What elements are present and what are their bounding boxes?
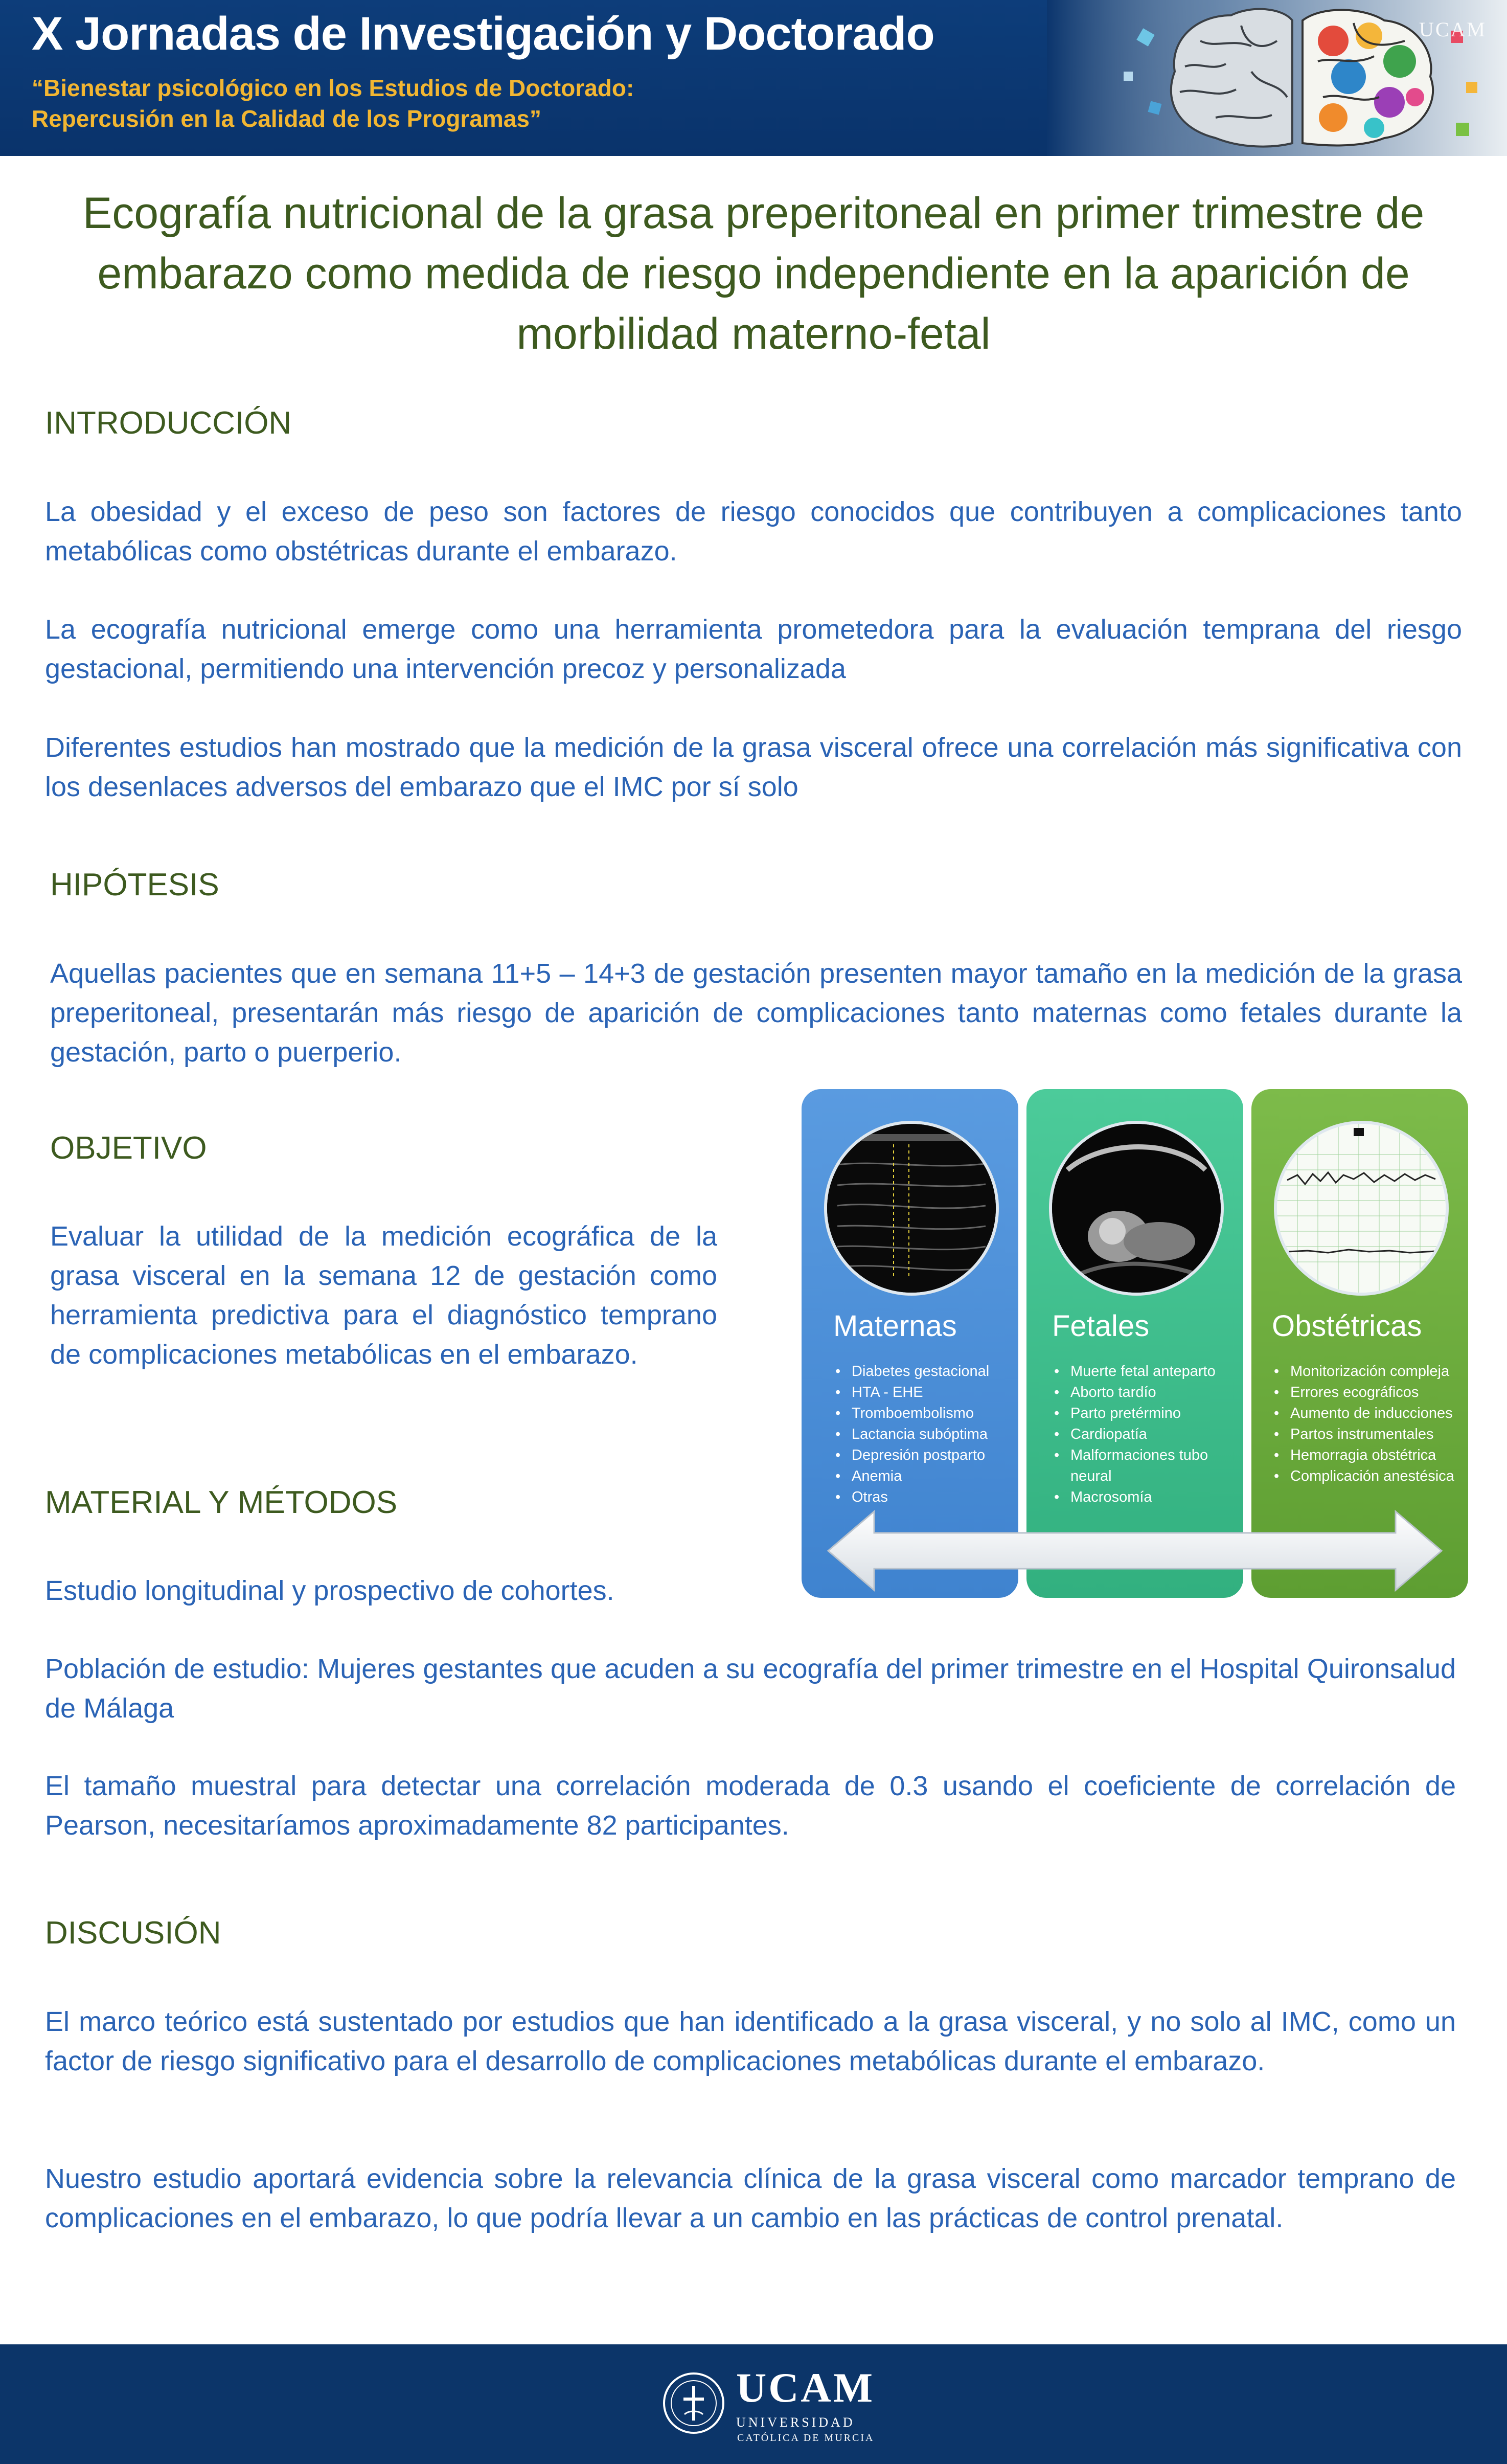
list-item: • Tromboembolismo (833, 1403, 1007, 1424)
material-paragraph-1: Estudio longitudinal y prospectivo de cohortes. (45, 1575, 614, 1606)
panel-title-obstetricas: Obstétricas (1272, 1309, 1422, 1343)
list-item: • Errores ecográficos (1272, 1382, 1456, 1403)
list-item: • Depresión postparto (833, 1445, 1007, 1466)
list-obstetricas (1272, 1361, 1456, 1487)
list-item: • HTA - EHE (833, 1382, 1007, 1403)
list-item: • Aumento de inducciones (1272, 1403, 1456, 1424)
list-item: • Diabetes gestacional (833, 1361, 1007, 1382)
ultrasound-image-maternas (824, 1121, 999, 1296)
list-fetales (1052, 1361, 1231, 1508)
list-item: • Muerte fetal anteparto (1052, 1361, 1231, 1382)
objetivo-paragraph: Evaluar la utilidad de la medición ecográfica de la grasa visceral en la semana 12 de gestación como herramienta predictiva para el diagnóstico temprano de complicaciones metabólicas en el embarazo. (50, 1221, 717, 1370)
list-item: • Macrosomía (1052, 1487, 1231, 1508)
hipotesis-paragraph: Aquellas pacientes que en semana 11+5 – 14+3 de gestación presenten mayor tamaño en la medición de la grasa preperitoneal, presentarán más riesgo de aparición de complicaciones tanto maternas como fetales durante la gestación, parto o puerperio. (50, 958, 1462, 1068)
list-item: • Otras (833, 1487, 1007, 1508)
list-item: • Monitorización compleja (1272, 1361, 1456, 1382)
list-item: • Cardiopatía (1052, 1424, 1231, 1445)
discusion-paragraph-1: El marco teórico está sustentado por estudios que han identificado a la grasa visceral, y no solo al IMC, como un factor de riesgo significativo para el desarrollo de complicaciones metabólicas durante el embarazo. (45, 2006, 1456, 2076)
list-item: • Malformaciones tubo neural (1052, 1445, 1231, 1487)
material-paragraph-3: El tamaño muestral para detectar una correlación moderada de 0.3 usando el coeficiente de correlación de Pearson, necesitaríamos aproximadamente 82 participantes. (45, 1771, 1456, 1841)
intro-paragraph-1: La obesidad y el exceso de peso son factores de riesgo conocidos que contribuyen a complicaciones tanto metabólicas como obstétricas durante el embarazo. (45, 496, 1462, 567)
heading-material-metodos: MATERIAL Y MÉTODOS (45, 1485, 398, 1520)
list-item: • Aborto tardío (1052, 1382, 1231, 1403)
footer-logo-text: UCAM (736, 2364, 875, 2411)
list-item: • Anemia (833, 1466, 1007, 1487)
ctg-trace-image (1274, 1121, 1449, 1296)
panel-title-maternas: Maternas (833, 1309, 957, 1343)
footer-university: UNIVERSIDAD (736, 2415, 855, 2430)
footer-catholic: CATÓLICA DE MURCIA (737, 2432, 875, 2444)
list-item: • Complicación anestésica (1272, 1466, 1456, 1487)
list-item: • Partos instrumentales (1272, 1424, 1456, 1445)
page-header (0, 0, 1507, 156)
ultrasound-image-fetales (1049, 1121, 1224, 1296)
list-item: • Parto pretérmino (1052, 1403, 1231, 1424)
heading-hipotesis: HIPÓTESIS (50, 867, 219, 902)
event-subtitle-line2: Repercusión en la Calidad de los Programas” (32, 105, 541, 132)
material-paragraph-2: Población de estudio: Mujeres gestantes que acuden a su ecografía del primer trimestre en el Hospital Quironsalud de Málaga (45, 1654, 1456, 1724)
list-item: • Lactancia subóptima (833, 1424, 1007, 1445)
discusion-paragraph-2: Nuestro estudio aportará evidencia sobre la relevancia clínica de la grasa visceral como marcador temprano de complicaciones en el embarazo, lo que podría llevar a un cambio en las prácticas de control prenatal. (45, 2163, 1456, 2233)
intro-paragraph-2: La ecografía nutricional emerge como una herramienta prometedora para la evaluación temprana del riesgo gestacional, permitiendo una intervención precoz y personalizada (45, 614, 1462, 684)
event-title: X Jornadas de Investigación y Doctorado (32, 8, 934, 60)
event-subtitle-line1: “Bienestar psicológico en los Estudios de Doctorado: (32, 75, 634, 101)
heading-introduccion: INTRODUCCIÓN (45, 405, 292, 441)
double-arrow-icon (823, 1507, 1447, 1594)
heading-discusion: DISCUSIÓN (45, 1915, 221, 1951)
list-maternas (833, 1361, 1007, 1508)
list-item: • Hemorragia obstétrica (1272, 1445, 1456, 1466)
intro-paragraph-3: Diferentes estudios han mostrado que la medición de la grasa visceral ofrece una correlación más significativa con los desenlaces adversos del embarazo que el IMC por sí solo (45, 732, 1462, 802)
header-logo-text: UCAM (1419, 18, 1487, 41)
university-seal-icon (662, 2363, 726, 2443)
page-footer (0, 2344, 1507, 2464)
poster-title: Ecografía nutricional de la grasa preperitoneal en primer trimestre de embarazo como medida de riesgo independiente en la aparición de morbilidad materno-fetal (82, 189, 1425, 358)
panel-title-fetales: Fetales (1052, 1309, 1150, 1343)
heading-objetivo: OBJETIVO (50, 1131, 207, 1166)
